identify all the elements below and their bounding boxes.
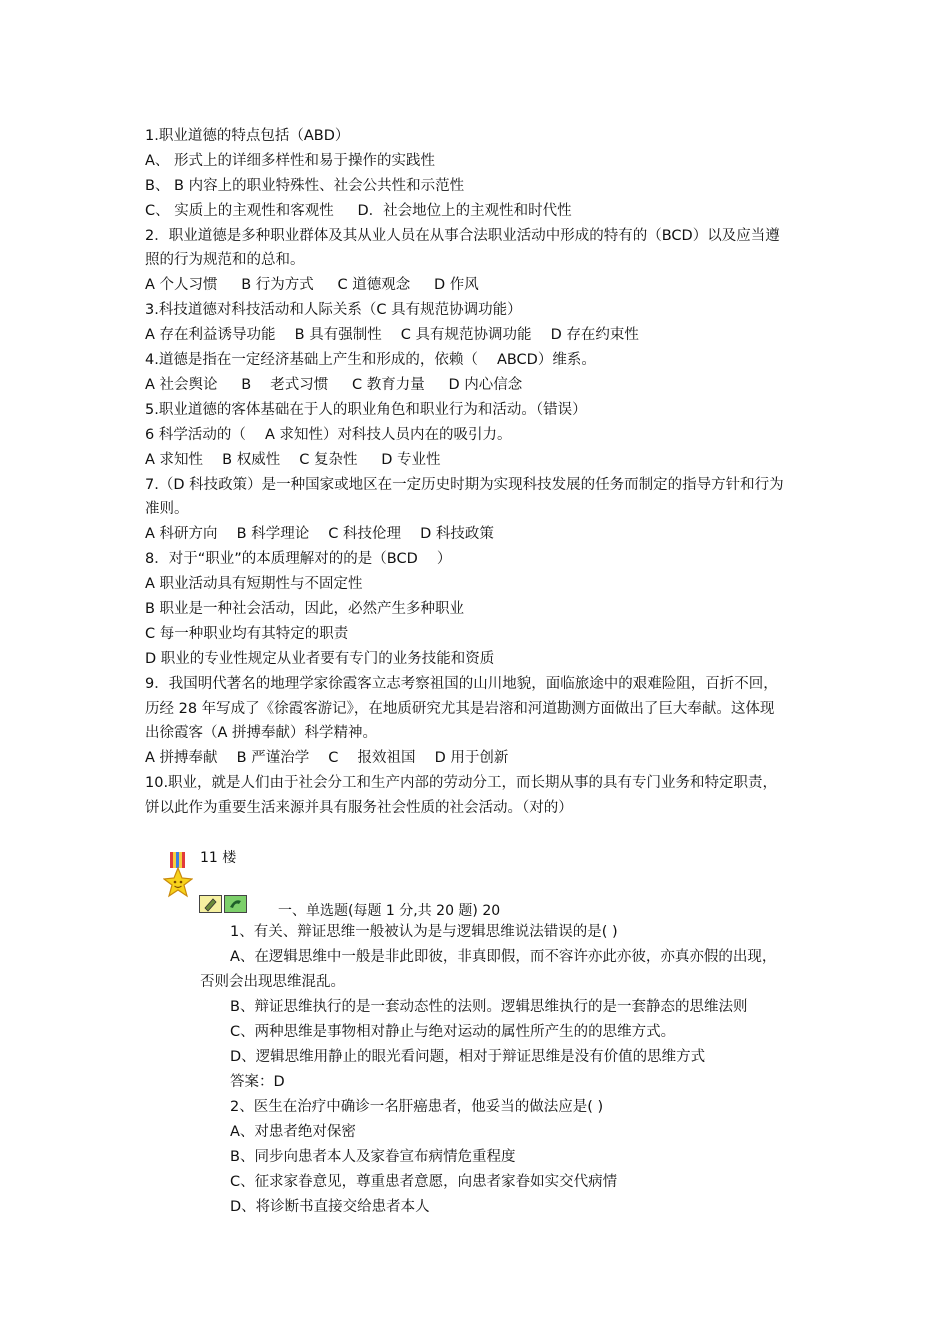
question-10-stem: 10.职业，就是人们由于社会分工和生产内部的劳动分工，而长期从事的具有专门业务和特定职责，: [145, 775, 778, 791]
question-1-option-b: B、 B 内容上的职业特殊性、社会公共性和示范性: [145, 178, 465, 194]
question-7-options: A 科研方向 B 科学理论 C 科技伦理 D 科技政策: [145, 526, 494, 542]
section-2-heading: 一、单选题(每题 1 分,共 20 题) 20: [278, 903, 501, 919]
s2-question-2-option-b: B、同步向患者本人及家眷宣布病情危重程度: [230, 1149, 516, 1165]
question-8-option-a: A 职业活动具有短期性与不固定性: [145, 576, 363, 592]
question-3-options: A 存在利益诱导功能 B 具有强制性 C 具有规范协调功能 D 存在约束性: [145, 327, 639, 343]
quote-button-icon[interactable]: [225, 896, 247, 913]
question-8-option-c: C 每一种职业均有其特定的职责: [145, 626, 349, 642]
question-1-stem: 1.职业道德的特点包括（ABD）: [145, 128, 350, 144]
question-8-option-d: D 职业的专业性规定从业者要有专门的业务技能和资质: [145, 651, 495, 667]
floor-label: 11 楼: [200, 850, 237, 866]
s2-question-2-stem: 2、医生在治疗中确诊一名肝癌患者，他妥当的做法应是( ): [230, 1099, 604, 1115]
question-9-stem-end: 出徐霞客（A 拼搏奉献）科学精神。: [145, 725, 378, 741]
s2-question-1-option-a-cont: 否则会出现思维混乱。: [200, 974, 345, 990]
s2-question-2-option-d: D、将诊断书直接交给患者本人: [230, 1199, 430, 1215]
post-action-buttons: [199, 895, 247, 913]
question-4-stem: 4.道德是指在一定经济基础上产生和形成的，依赖（ ABCD）维系。: [145, 352, 596, 368]
s2-question-1-option-c: C、两种思维是事物相对静止与绝对运动的属性所产生的的思维方式。: [230, 1024, 676, 1040]
s2-question-1-option-d: D、逻辑思维用静止的眼光看问题，相对于辩证思维是没有价值的思维方式: [230, 1049, 706, 1065]
question-9-options: A 拼搏奉献 B 严谨治学 C 报效祖国 D 用于创新: [145, 750, 509, 766]
s2-question-2-option-a: A、对患者绝对保密: [230, 1124, 356, 1140]
question-3-stem: 3.科技道德对科技活动和人际关系（C 具有规范协调功能）: [145, 302, 522, 318]
question-6-stem: 6 科学活动的（ A 求知性）对科技人员内在的吸引力。: [145, 427, 512, 443]
question-7-stem-cont: 准则。: [145, 501, 189, 517]
question-9-stem-cont: 历经 28 年写成了《徐霞客游记》，在地质研究尤其是岩溶和河道勘测方面做出了巨大奉献。这体现: [145, 701, 775, 717]
question-8-option-b: B 职业是一种社会活动，因此，必然产生多种职业: [145, 601, 465, 617]
s2-question-1-answer: 答案：D: [230, 1074, 285, 1090]
question-1-option-a: A、 形式上的详细多样性和易于操作的实践性: [145, 153, 436, 169]
question-2-options: A 个人习惯 B 行为方式 C 道德观念 D 作风: [145, 277, 479, 293]
s2-question-1-option-b: B、辩证思维执行的是一套动态性的法则。逻辑思维执行的是一套静态的思维法则: [230, 999, 748, 1015]
edit-button-icon[interactable]: [200, 896, 222, 913]
question-1-option-cd: C、 实质上的主观性和客观性 D．社会地位上的主观性和时代性: [145, 203, 572, 219]
question-4-options: A 社会舆论 B 老式习惯 C 教育力量 D 内心信念: [145, 377, 523, 393]
question-5-stem: 5.职业道德的客体基础在于人的职业角色和职业行为和活动。（错误）: [145, 402, 587, 418]
question-2-stem-cont: 照的行为规范和的总和。: [145, 252, 305, 268]
star-medal-icon: [163, 852, 193, 898]
question-6-options: A 求知性 B 权威性 C 复杂性 D 专业性: [145, 452, 441, 468]
s2-question-1-stem: 1、有关、辩证思维一般被认为是与逻辑思维说法错误的是( ): [230, 924, 618, 940]
s2-question-2-option-c: C、征求家眷意见，尊重患者意愿，向患者家眷如实交代病情: [230, 1174, 618, 1190]
s2-question-1-option-a: A、在逻辑思维中一般是非此即彼，非真即假，而不容许亦此亦彼，亦真亦假的出现，: [230, 949, 777, 965]
question-9-stem: 9．我国明代著名的地理学家徐霞客立志考察祖国的山川地貌，面临旅途中的艰难险阻，百折不回，: [145, 676, 778, 692]
question-2-stem: 2．职业道德是多种职业群体及其从业人员在从事合法职业活动中形成的特有的（BCD）以及应当遵: [145, 228, 780, 244]
question-7-stem: 7.（D 科技政策）是一种国家或地区在一定历史时期为实现科技发展的任务而制定的指导方针和行为: [145, 477, 784, 493]
question-10-stem-cont: 饼以此作为重要生活来源并具有服务社会性质的社会活动。（对的）: [145, 800, 573, 816]
question-8-stem: 8．对于“职业”的本质理解对的的是（BCD ）: [145, 551, 452, 567]
